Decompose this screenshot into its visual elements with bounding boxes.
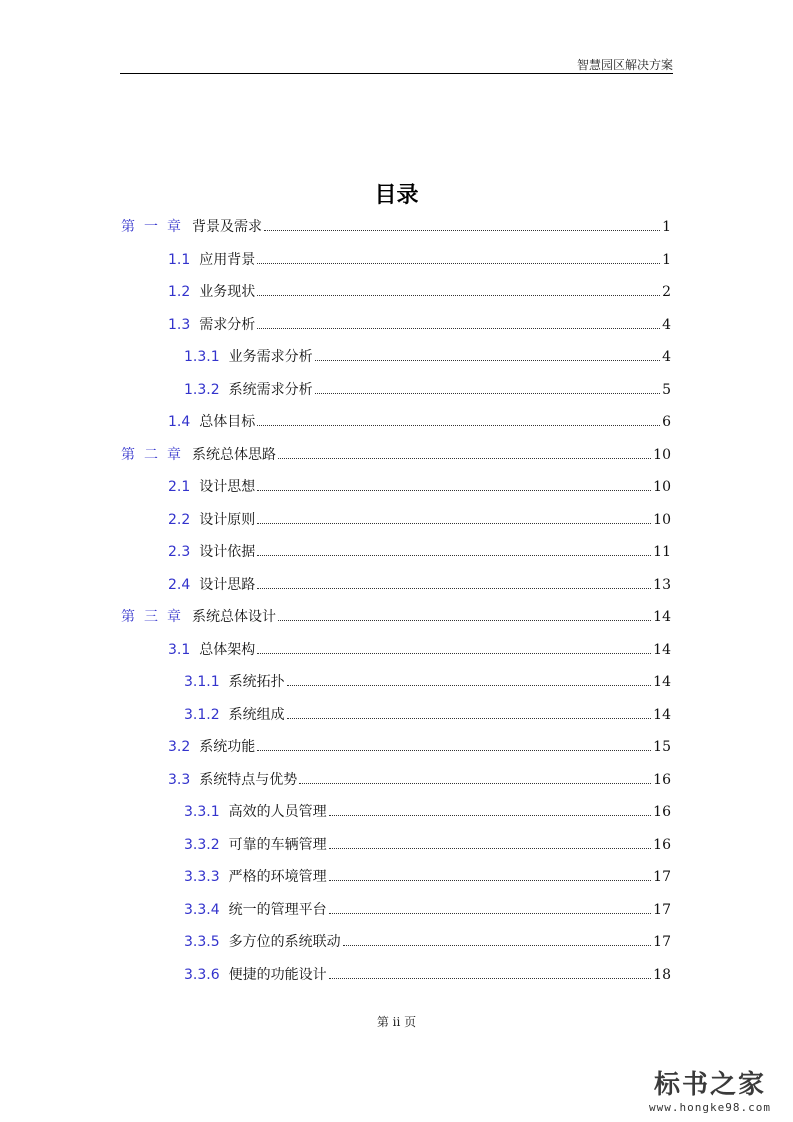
toc-dot-leader	[257, 750, 651, 751]
toc-entry[interactable]	[184, 834, 671, 856]
toc-entry-page-number: 1	[662, 252, 671, 268]
toc-dot-leader	[287, 718, 652, 719]
toc-entry-page-number: 10	[653, 479, 671, 495]
toc-entry-number: 2.2	[168, 512, 191, 528]
toc-entry[interactable]	[184, 704, 671, 726]
toc-entry-page-number: 14	[653, 642, 671, 658]
toc-entry-page-number: 18	[653, 967, 671, 983]
toc-dot-leader	[257, 263, 660, 264]
toc-entry-page-number: 16	[653, 837, 671, 853]
toc-entry-number: 3.1.1	[184, 674, 220, 690]
toc-dot-leader	[257, 490, 651, 491]
toc-entry-number: 1.3.1	[184, 349, 220, 365]
toc-title: 目录	[374, 183, 419, 208]
toc-entry-page-number: 16	[653, 772, 671, 788]
toc-entry[interactable]	[121, 444, 671, 466]
toc-entry-number: 3.3.5	[184, 934, 220, 950]
toc-dot-leader	[343, 945, 652, 946]
toc-entry-number: 3.3.2	[184, 837, 220, 853]
toc-entry-number: 3.1	[168, 642, 191, 658]
toc-entry-number: 2.4	[168, 577, 191, 593]
toc-entry-label: 系统总体思路	[192, 447, 276, 463]
toc-entry[interactable]	[168, 281, 671, 303]
toc-entry[interactable]	[184, 866, 671, 888]
toc-entry-number: 第二章	[121, 447, 190, 463]
toc-entry[interactable]	[168, 249, 671, 271]
toc-entry-label: 系统特点与优势	[199, 772, 298, 788]
toc-entry[interactable]	[121, 216, 671, 238]
toc-entry-page-number: 14	[653, 674, 671, 690]
header-divider	[120, 73, 673, 74]
toc-entry-label: 系统功能	[199, 739, 256, 755]
toc-entry-page-number: 14	[653, 707, 671, 723]
toc-dot-leader	[315, 360, 660, 361]
toc-entry[interactable]	[168, 411, 671, 433]
watermark-logo	[635, 1064, 785, 1114]
toc-entry-page-number: 15	[653, 739, 671, 755]
toc-dot-leader	[329, 815, 652, 816]
toc-entry-number: 1.1	[168, 252, 191, 268]
toc-dot-leader	[299, 783, 651, 784]
toc-entry-label: 严格的环境管理	[228, 869, 327, 885]
toc-entry-page-number: 5	[662, 382, 671, 398]
toc-entry-number: 3.3.6	[184, 967, 220, 983]
toc-entry-number: 1.4	[168, 414, 191, 430]
footer-page-number: 第 ii 页	[376, 1015, 417, 1029]
toc-entry-page-number: 17	[653, 902, 671, 918]
toc-entry-label: 需求分析	[199, 317, 256, 333]
toc-entry-label: 便捷的功能设计	[228, 967, 327, 983]
toc-entry-page-number: 16	[653, 804, 671, 820]
toc-dot-leader	[278, 620, 651, 621]
toc-entry-label: 设计依据	[199, 544, 256, 560]
toc-entry-page-number: 11	[653, 544, 671, 560]
toc-entry[interactable]	[168, 639, 671, 661]
toc-dot-leader	[264, 230, 660, 231]
toc-entry[interactable]	[168, 541, 671, 563]
toc-entry-number: 3.3.1	[184, 804, 220, 820]
toc-entry-page-number: 17	[653, 934, 671, 950]
toc-entry-label: 系统组成	[228, 707, 285, 723]
toc-dot-leader	[329, 913, 652, 914]
toc-dot-leader	[257, 295, 660, 296]
toc-entry[interactable]	[168, 476, 671, 498]
toc-entry[interactable]	[184, 964, 671, 986]
toc-dot-leader	[315, 393, 660, 394]
toc-dot-leader	[329, 880, 652, 881]
toc-entry-label: 业务需求分析	[228, 349, 313, 365]
toc-dot-leader	[329, 978, 652, 979]
toc-dot-leader	[257, 555, 651, 556]
toc-entry-number: 1.3	[168, 317, 191, 333]
toc-entry[interactable]	[184, 346, 671, 368]
toc-entry[interactable]	[184, 931, 671, 953]
toc-entry-label: 应用背景	[199, 252, 256, 268]
toc-entry[interactable]	[184, 899, 671, 921]
toc-dot-leader	[257, 425, 660, 426]
toc-entry[interactable]	[184, 801, 671, 823]
toc-entry-number: 1.2	[168, 284, 191, 300]
toc-entry[interactable]	[168, 314, 671, 336]
toc-entry-number: 3.1.2	[184, 707, 220, 723]
toc-entry-label: 高效的人员管理	[228, 804, 327, 820]
toc-entry-label: 系统总体设计	[192, 609, 276, 625]
toc-entry[interactable]	[168, 509, 671, 531]
toc-entry-label: 可靠的车辆管理	[228, 837, 327, 853]
toc-entry-number: 1.3.2	[184, 382, 220, 398]
toc-entry-number: 第三章	[121, 609, 190, 625]
toc-dot-leader	[278, 458, 651, 459]
toc-entry-page-number: 4	[662, 349, 671, 365]
toc-entry-label: 设计思路	[199, 577, 256, 593]
toc-entry-page-number: 4	[662, 317, 671, 333]
toc-entry-number: 2.1	[168, 479, 191, 495]
watermark-url: www.hongke98.com	[649, 1101, 771, 1114]
toc-entry[interactable]	[184, 379, 671, 401]
toc-entry[interactable]	[168, 574, 671, 596]
toc-entry-label: 系统拓扑	[228, 674, 285, 690]
toc-entry[interactable]	[168, 769, 671, 791]
toc-entry-page-number: 10	[653, 447, 671, 463]
toc-entry-number: 3.3	[168, 772, 191, 788]
toc-dot-leader	[257, 588, 651, 589]
toc-entry-label: 设计原则	[199, 512, 256, 528]
toc-dot-leader	[257, 328, 660, 329]
toc-entry-label: 系统需求分析	[228, 382, 313, 398]
running-header-title: 智慧园区解决方案	[576, 58, 673, 72]
toc-entry-page-number: 10	[653, 512, 671, 528]
toc-entry-page-number: 2	[662, 284, 671, 300]
toc-entry-page-number: 14	[653, 609, 671, 625]
toc-entry-number: 3.2	[168, 739, 191, 755]
toc-entry-label: 设计思想	[199, 479, 256, 495]
toc-dot-leader	[329, 848, 652, 849]
toc-entry-page-number: 17	[653, 869, 671, 885]
toc-dot-leader	[257, 523, 651, 524]
toc-entry-label: 总体目标	[199, 414, 256, 430]
toc-dot-leader	[257, 653, 651, 654]
toc-dot-leader	[287, 685, 652, 686]
toc-entry-page-number: 1	[662, 219, 671, 235]
toc-entry[interactable]	[184, 671, 671, 693]
toc-entry[interactable]	[168, 736, 671, 758]
toc-entry-number: 第一章	[121, 219, 190, 235]
toc-entry-label: 背景及需求	[192, 219, 262, 235]
toc-entry-label: 业务现状	[199, 284, 256, 300]
toc-entry-label: 统一的管理平台	[228, 902, 327, 918]
toc-entry-number: 2.3	[168, 544, 191, 560]
toc-entry[interactable]	[121, 606, 671, 628]
watermark-logo-text: 标书之家	[653, 1070, 766, 1100]
toc-entry-label: 总体架构	[199, 642, 256, 658]
toc-entry-number: 3.3.3	[184, 869, 220, 885]
toc-entry-number: 3.3.4	[184, 902, 220, 918]
toc-entry-page-number: 13	[653, 577, 671, 593]
toc-entry-page-number: 6	[662, 414, 671, 430]
toc-entry-label: 多方位的系统联动	[228, 934, 341, 950]
